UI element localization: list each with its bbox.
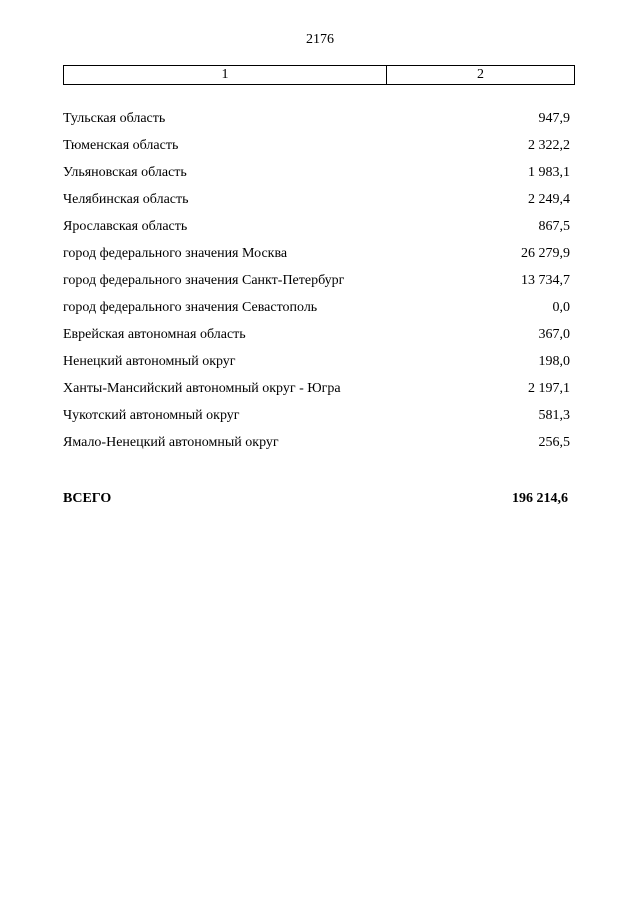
region-value: 367,0 [538, 327, 570, 342]
table-row [63, 271, 570, 298]
region-name: Чукотский автономный округ [63, 408, 240, 423]
region-name: город федерального значения Севастополь [63, 300, 318, 315]
region-name: Еврейская автономная область [63, 327, 246, 342]
region-value: 256,5 [538, 435, 570, 450]
total-label: ВСЕГО [63, 491, 112, 506]
table-row [63, 406, 570, 433]
region-value: 2 197,1 [528, 381, 570, 396]
region-name: Тюменская область [63, 138, 179, 153]
region-value: 1 983,1 [528, 165, 570, 180]
region-value: 0,0 [552, 300, 570, 315]
column-header-table [63, 65, 575, 85]
region-value: 2 249,4 [528, 192, 570, 207]
region-value: 947,9 [538, 111, 570, 126]
region-name: Челябинская область [63, 192, 189, 207]
total-value: 196 214,6 [512, 491, 568, 506]
table-row [63, 298, 570, 325]
table-row [63, 163, 570, 190]
region-name: город федерального значения Санкт-Петербург [63, 273, 345, 288]
region-value: 13 734,7 [521, 273, 570, 288]
region-name: Ямало-Ненецкий автономный округ [63, 435, 279, 450]
region-name: Тульская область [63, 111, 166, 126]
region-value: 26 279,9 [521, 246, 570, 261]
table-row [63, 352, 570, 379]
region-name: город федерального значения Москва [63, 246, 288, 261]
table-row [63, 433, 570, 460]
region-value: 198,0 [538, 354, 570, 369]
region-name: Ненецкий автономный округ [63, 354, 236, 369]
table-row [63, 190, 570, 217]
table-row [63, 379, 570, 406]
table-row [63, 325, 570, 352]
region-name: Ульяновская область [63, 165, 187, 180]
region-name: Ханты-Мансийский автономный округ - Югра [63, 381, 341, 396]
table-row [63, 136, 570, 163]
column-header-2: 2 [477, 67, 484, 82]
total-row [63, 489, 568, 509]
table-row [63, 217, 570, 244]
region-list [63, 109, 570, 460]
region-value: 867,5 [538, 219, 570, 234]
column-header-1: 1 [64, 66, 387, 84]
region-value: 2 322,2 [528, 138, 570, 153]
page-number: 2176 [306, 32, 334, 47]
table-row [63, 109, 570, 136]
region-name: Ярославская область [63, 219, 188, 234]
region-value: 581,3 [538, 408, 570, 423]
table-row [63, 244, 570, 271]
